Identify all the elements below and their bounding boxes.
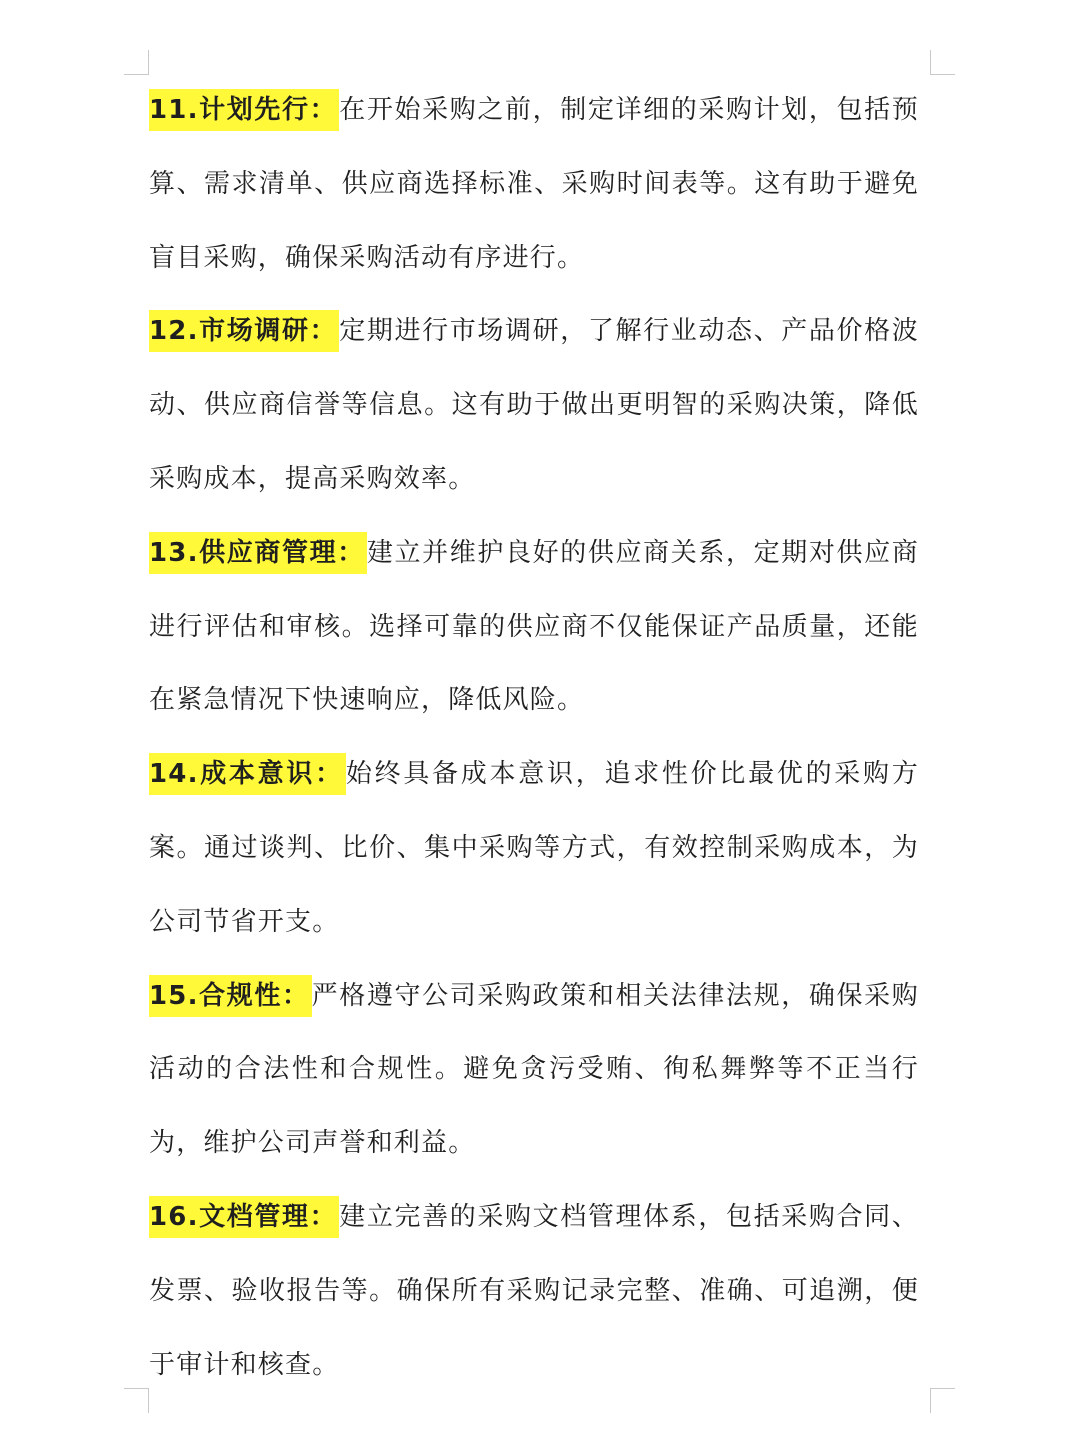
paragraph-11 (149, 74, 919, 295)
paragraph-text: 建立完善的采购文档管理体系，包括采购合同、发票、验收报告等。确保所有采购记录完整、准确、可追溯，便于审计和核查。 (149, 1201, 919, 1380)
paragraph-heading: 14.成本意识： (149, 753, 346, 795)
page-corner-mark-bottom-right (930, 1388, 955, 1413)
paragraph-heading: 12.市场调研： (149, 310, 339, 352)
paragraph-text: 始终具备成本意识，追求性价比最优的采购方案。通过谈判、比价、集中采购等方式，有效控制采购成本，为公司节省开支。 (149, 759, 919, 937)
paragraph-heading: 11.计划先行： (149, 89, 339, 131)
paragraph-text: 建立并维护良好的供应商关系，定期对供应商进行评估和审核。选择可靠的供应商不仅能保证产品质量，还能在紧急情况下快速响应，降低风险。 (149, 537, 919, 716)
page-corner-mark-top-right (930, 50, 955, 75)
paragraph-12 (149, 295, 919, 516)
document-body (149, 74, 919, 1402)
paragraph-heading: 15.合规性： (149, 975, 312, 1017)
paragraph-text: 在开始采购之前，制定详细的采购计划，包括预算、需求清单、供应商选择标准、采购时间表等。这有助于避免盲目采购，确保采购活动有序进行。 (149, 95, 919, 273)
paragraph-text: 严格遵守公司采购政策和相关法律法规，确保采购活动的合法性和合规性。避免贪污受贿、徇私舞弊等不正当行为，维护公司声誉和利益。 (149, 980, 919, 1159)
page-corner-mark-bottom-left (124, 1388, 149, 1413)
paragraph-15 (149, 960, 919, 1181)
paragraph-heading: 16.文档管理： (149, 1196, 339, 1238)
paragraph-16 (149, 1181, 919, 1402)
paragraph-text: 定期进行市场调研，了解行业动态、产品价格波动、供应商信誉等信息。这有助于做出更明智的采购决策，降低采购成本，提高采购效率。 (149, 316, 919, 494)
paragraph-heading: 13.供应商管理： (149, 532, 367, 574)
paragraph-13 (149, 517, 919, 738)
page-corner-mark-top-left (124, 50, 149, 75)
paragraph-14 (149, 738, 919, 959)
